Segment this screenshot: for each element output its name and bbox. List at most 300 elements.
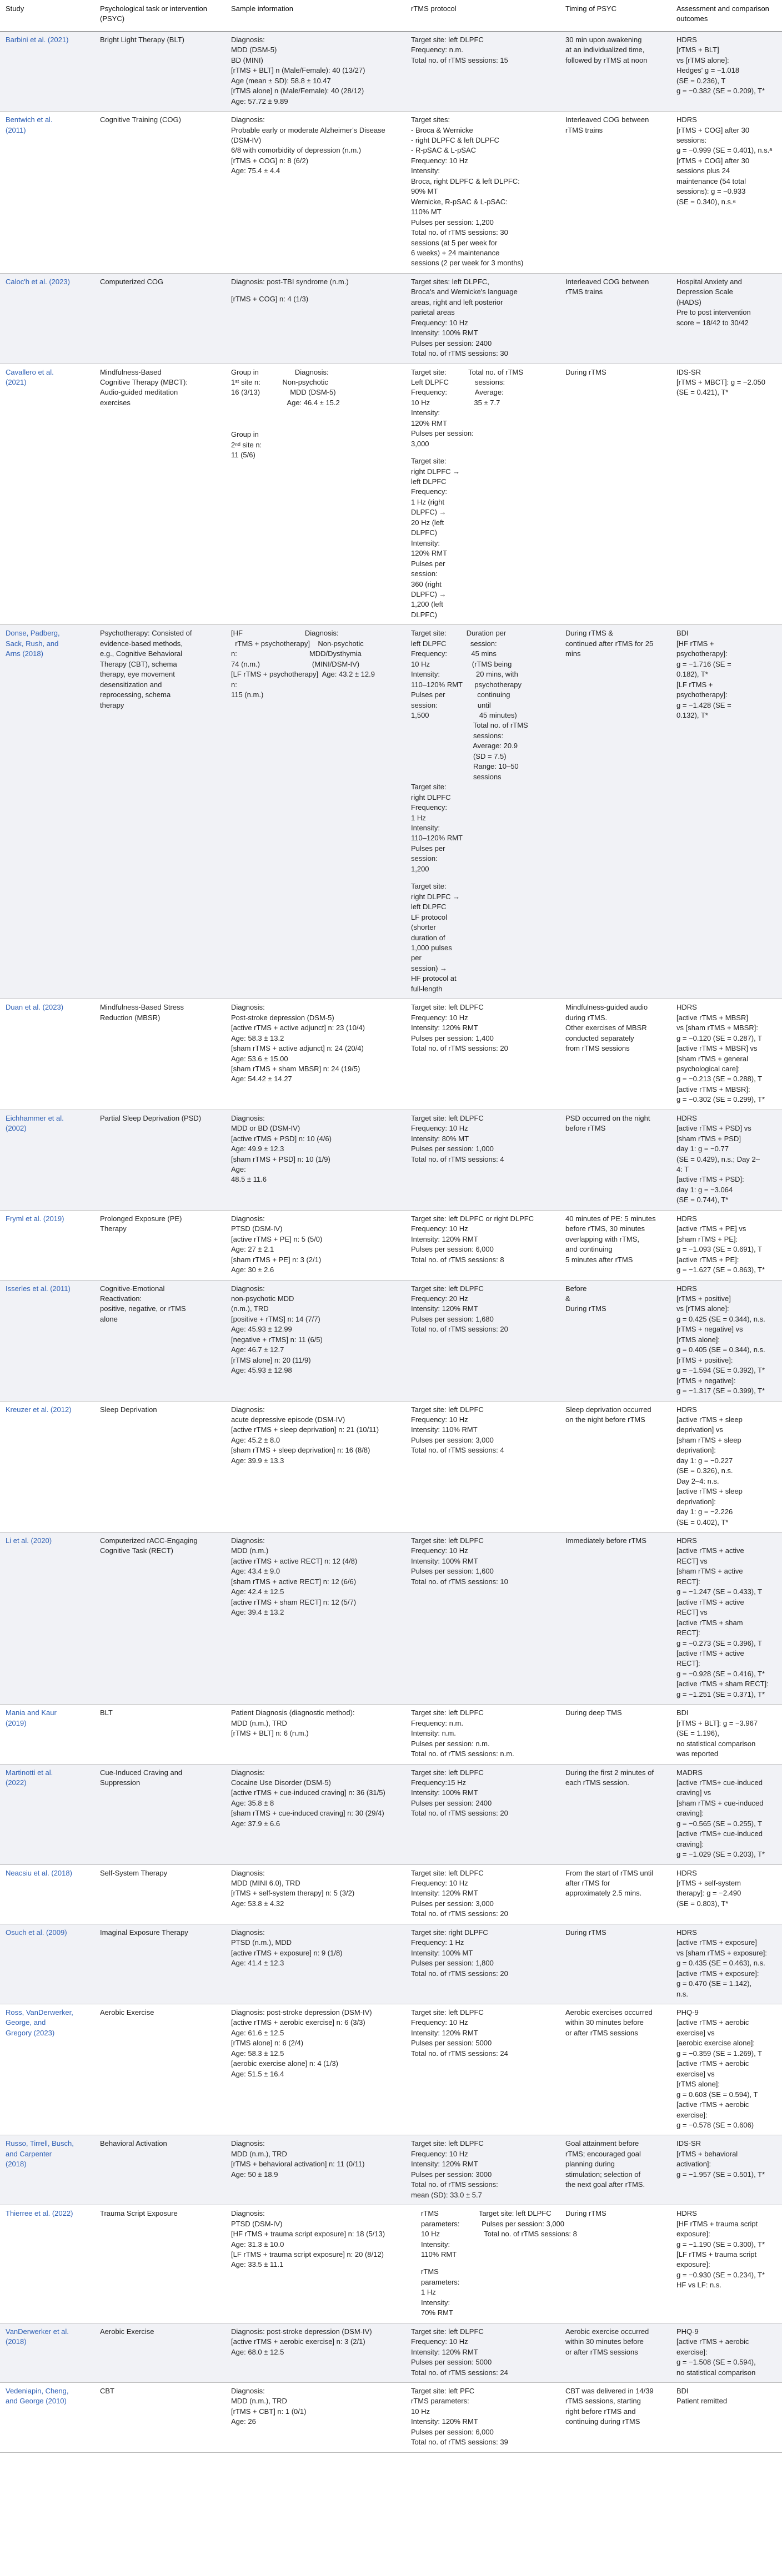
sample-cell [225, 31, 405, 111]
timing-cell [560, 1532, 671, 1704]
cell-line: Target site: left DLPFC [411, 1113, 484, 1122]
cell-line: deprivation]: [676, 1446, 716, 1455]
cell-line: 110–120% RMT psychotherapy [411, 680, 522, 689]
cell-line: g = −0.302 (SE = 0.299), T* [676, 1095, 765, 1104]
outcome-cell [671, 2382, 782, 2452]
cell-line: Aerobic exercise occurred [565, 2327, 649, 2336]
cell-line: Total no. of rTMS sessions: 4 [411, 1446, 504, 1455]
cell-line: Pre to post intervention [676, 308, 751, 317]
cell-line: [aerobic exercise alone]: [676, 2039, 755, 2048]
cell-line: Pulses per session: 1,800 [411, 1959, 494, 1968]
table-row [0, 1401, 782, 1532]
cell-line: BD (MINI) [231, 56, 263, 64]
cell-line: [sham rTMS + active adjunct] n: 24 (20/4) [231, 1044, 364, 1053]
cell-line: [active rTMS + aerobic [676, 2018, 749, 2027]
cell-line: Thierree et al. (2022) [6, 2209, 73, 2218]
cell-line: Self-System Therapy [100, 1868, 168, 1877]
cell-line: 40 minutes of PE: 5 minutes [565, 1214, 656, 1223]
cell-line: [active rTMS + aerobic [676, 2100, 749, 2109]
cell-line: [rTMS alone] n (Male/Female): 40 (28/12) [231, 87, 364, 95]
cell-line: Age: 42.4 ± 12.5 [231, 1587, 284, 1596]
cell-line: PTSD (DSM-IV) [231, 2219, 283, 2228]
cell-line: BDI [676, 1708, 689, 1717]
cell-line: Intensity: [411, 538, 440, 547]
cell-line: overlapping with rTMS, [565, 1234, 639, 1243]
cell-line: the next goal after rTMS. [565, 2180, 645, 2189]
table-body [0, 31, 782, 2452]
psyc-cell [94, 1864, 225, 1924]
cell-line: (2022) [6, 1778, 27, 1787]
cell-line: [active rTMS + sham RECT] n: 12 (5/7) [231, 1597, 357, 1606]
cell-line: desensitization and [100, 680, 162, 689]
cell-line: mean (SD): 33.0 ± 5.7 [411, 2190, 482, 2199]
cell-line: PTSD (DSM-IV) [231, 1224, 283, 1233]
cell-line: at an individualized time, [565, 46, 645, 54]
rtms-cell [405, 2004, 560, 2135]
cell-line: [rTMS + negative] vs [676, 1325, 743, 1334]
sample-cell [225, 1864, 405, 1924]
cell-line: planning during [565, 2160, 615, 2169]
study-cell [0, 273, 94, 364]
sample-cell [225, 999, 405, 1110]
cell-line: Diagnosis: [231, 1768, 265, 1777]
cell-line: 90% MT [411, 187, 438, 196]
psyc-cell [94, 625, 225, 999]
cell-line: and George (2010) [6, 2397, 67, 2406]
cell-line: - Broca & Wernicke [411, 125, 473, 134]
cell-line: Intensity: 100% RMT [411, 329, 478, 337]
cell-line: [HF Diagnosis: [231, 629, 339, 638]
cell-line: Total no. of rTMS sessions: 20 [411, 1044, 508, 1053]
cell-line: Martinotti et al. [6, 1768, 53, 1777]
cell-line: IDS-SR [676, 367, 701, 376]
cell-line: continued after rTMS for 25 [565, 639, 654, 648]
outcome-cell [671, 2135, 782, 2205]
cell-line: Age: 57.72 ± 9.89 [231, 97, 288, 105]
timing-cell [560, 1764, 671, 1864]
cell-line: stimulation; selection of [565, 2170, 641, 2179]
cell-line: 10 Hz [411, 2407, 430, 2416]
cell-line: Psychotherapy: Consisted of [100, 629, 192, 638]
cell-line: Pulses per session: 3,000 [411, 1435, 494, 1444]
cell-line: therapy, eye movement [100, 670, 175, 679]
rtms-cell [405, 1705, 560, 1764]
cell-line: day 1: g = −2.226 [676, 1508, 733, 1516]
sample-cell [225, 2135, 405, 2205]
cell-line: non-psychotic MDD [231, 1294, 294, 1303]
cell-line: Target site: left DLPFC [411, 2139, 484, 2148]
cell-line: Target site: left DLPFC [411, 1708, 484, 1717]
outcome-cell [671, 1401, 782, 1532]
cell-line: left DLPFC [411, 477, 447, 486]
table-row [0, 2135, 782, 2205]
timing-cell [560, 1401, 671, 1532]
cell-line: [active rTMS + PE]: [676, 1255, 739, 1264]
psyc-cell [94, 2004, 225, 2135]
cell-line: day 1: g = −3.064 [676, 1185, 733, 1194]
cell-line: 1,000 pulses [411, 943, 452, 952]
cell-line: Age: 46.4 ± 15.2 [231, 398, 340, 407]
cell-line: Patient Diagnosis (diagnostic method): [231, 1708, 355, 1717]
cell-line: Frequency:15 Hz [411, 1778, 466, 1787]
cell-line: Computerized COG [100, 277, 164, 286]
cell-line: (SD = 7.5) [411, 752, 507, 760]
cell-line: Diagnosis: post-stroke depression (DSM-IV) [231, 2327, 372, 2336]
cell-line: Age: 68.0 ± 12.5 [231, 2347, 284, 2356]
cell-line: [active rTMS + sham RECT]: [676, 1680, 769, 1688]
table-row [0, 999, 782, 1110]
cell-line: [negative + rTMS] n: 11 (6/5) [231, 1335, 323, 1344]
cell-line: 1 Hz [411, 813, 426, 822]
cell-line: Arns (2018) [6, 649, 43, 658]
cell-line: therapy]: g = −2.490 [676, 1889, 741, 1898]
cell-line: g = −1.508 (SE = 0.594), [676, 2358, 756, 2367]
cell-line: (2018) [6, 2337, 27, 2346]
cell-line: [rTMS + self-system [676, 1879, 741, 1888]
cell-line: Intensity: 20 mins, with [411, 670, 518, 679]
cell-line: g = −1.594 (SE = 0.392), T* [676, 1366, 765, 1375]
cell-line: Therapy (CBT), schema [100, 659, 177, 668]
cell-line: Target site: left DLPFC [411, 2008, 484, 2017]
cell-line: (SE = 0.429), n.s.; Day 2– [676, 1155, 760, 1163]
cell-line: RECT]: [676, 1577, 700, 1586]
cell-line: [rTMS + COG] after 30 [676, 125, 750, 134]
cell-line: Target site: left DLPFC [411, 1003, 484, 1012]
cell-line: Frequency: 10 Hz [411, 1415, 468, 1424]
table-row [0, 112, 782, 274]
psyc-cell [94, 273, 225, 364]
table-row [0, 1764, 782, 1864]
cell-line: From the start of rTMS until [565, 1868, 654, 1877]
cell-line: (HADS) [676, 298, 701, 306]
cell-line: vs [rTMS alone]: [676, 1304, 729, 1313]
rtms-cell [405, 112, 560, 274]
cell-line: [active rTMS + PE] vs [676, 1224, 746, 1233]
cell-line: Target site: left DLPFC [411, 1284, 484, 1293]
cell-line: [active rTMS + sleep deprivation] n: 21 (10/11) [231, 1425, 379, 1434]
cell-line: g = −0.928 (SE = 0.416), T* [676, 1669, 765, 1678]
cell-line: Age: [231, 1165, 246, 1174]
cell-line: Pulses per session: 1,200 [411, 218, 494, 226]
cell-line: on the night before rTMS [565, 1415, 645, 1424]
cell-line: [active rTMS+ cue-induced [676, 1829, 763, 1838]
table-row [0, 1210, 782, 1280]
cell-line: Pulses per session: 5000 [411, 2039, 492, 2048]
cell-line: Audio-guided meditation [100, 388, 178, 397]
cell-line: PTSD (n.m.), MDD [231, 1938, 292, 1947]
cell-line: [rTMS alone] n: 6 (2/4) [231, 2039, 304, 2048]
cell-line: Frequency: n.m. [411, 46, 463, 54]
cell-line: g = 0.435 (SE = 0.463), n.s. [676, 1959, 765, 1968]
cell-line: deprivation] vs [676, 1425, 723, 1434]
cell-line: full-length [411, 984, 443, 993]
study-cell [0, 625, 94, 999]
psyc-cell [94, 1532, 225, 1704]
cell-line: Pulses per session: 3000 [411, 2170, 492, 2179]
cell-line: Trauma Script Exposure [100, 2209, 178, 2218]
cell-line: (2019) [6, 1718, 27, 1727]
cell-line: from rTMS sessions [565, 1044, 630, 1053]
cell-line: Total no. of rTMS sessions: 30 [411, 228, 508, 237]
cell-line: Intensity: 120% RMT [411, 1889, 478, 1898]
cell-line: (DSM-IV) [231, 135, 262, 144]
cell-line: [LF rTMS + trauma script exposure] n: 20 (8/12) [231, 2250, 384, 2259]
cell-line: g = −0.120 (SE = 0.287), T [676, 1034, 763, 1042]
sample-cell [225, 1280, 405, 1401]
cell-line: Diagnosis: [231, 1868, 265, 1877]
cell-line: [rTMS + BLT] n: 6 (n.m.) [231, 1729, 309, 1738]
cell-line: Intensity: [411, 409, 440, 417]
study-cell [0, 31, 94, 111]
cell-line: 2ⁿᵈ site n: [231, 440, 262, 449]
psyc-cell [94, 1110, 225, 1210]
cell-line: [rTMS alone]: [676, 1335, 720, 1344]
cell-line: 30 min upon awakening [565, 35, 642, 44]
cell-line: Diagnosis: [231, 1536, 265, 1545]
cell-line: [active rTMS + PSD] n: 10 (4/6) [231, 1134, 332, 1143]
cell-line: During the first 2 minutes of [565, 1768, 654, 1777]
cell-line: 4: T [676, 1165, 689, 1174]
cell-line: Target sites: [411, 115, 450, 124]
cell-line: Age: 51.5 ± 16.4 [231, 2069, 284, 2078]
table-row [0, 1280, 782, 1401]
cell-line: Post-stroke depression (DSM-5) [231, 1013, 334, 1022]
cell-line: Target site: [411, 457, 447, 466]
cell-line: [active rTMS + MBSR]: [676, 1085, 750, 1093]
cell-line: Group in Diagnosis: [231, 367, 329, 376]
cell-line: g = −0.578 (SE = 0.606) [676, 2121, 754, 2129]
cell-line: Goal attainment before [565, 2139, 639, 2148]
cell-line: Age (mean ± SD): 58.8 ± 10.47 [231, 76, 331, 85]
rtms-cell [405, 273, 560, 364]
cell-line: Intensity: [411, 2240, 450, 2249]
cell-line: g = −1.957 (SE = 0.501), T* [676, 2170, 765, 2179]
table-row [0, 364, 782, 625]
cell-line [231, 422, 400, 430]
psyc-cell [94, 364, 225, 625]
cell-line: Diagnosis: [231, 1214, 265, 1223]
cell-line: Pulses per session: 6,000 [411, 2427, 494, 2436]
table-row [0, 1532, 782, 1704]
rtms-cell [405, 1280, 560, 1401]
table-row [0, 2323, 782, 2382]
cell-line: Age: 27 ± 2.1 [231, 1245, 274, 1254]
study-cell [0, 2382, 94, 2452]
cell-line: Total no. of rTMS sessions: 10 [411, 1577, 508, 1586]
cell-line: Intensity: 100% RMT [411, 1788, 478, 1797]
cell-line: Other exercises of MBSR [565, 1024, 647, 1032]
cell-line: before rTMS [565, 1124, 606, 1133]
cell-line: MADRS [676, 1768, 703, 1777]
cell-line: 11 (5/6) [231, 451, 255, 460]
cell-line: [rTMS + BLT] n (Male/Female): 40 (13/27) [231, 66, 365, 75]
cell-line: Day 2–4: n.s. [676, 1476, 719, 1485]
cell-line: & [565, 1294, 570, 1303]
cell-line: [active rTMS + MBSR] vs [676, 1044, 758, 1053]
cell-line: HDRS [676, 1928, 697, 1937]
cell-line: sessions): g = −0.933 [676, 187, 746, 196]
cell-line: Reactivation: [100, 1294, 142, 1303]
cell-line: Target site: [411, 783, 447, 792]
rtms-cell [405, 2205, 577, 2323]
cell-line: Pulses per session: 1,000 [411, 1145, 494, 1153]
cell-line: left DLPFC session: [411, 639, 497, 648]
cell-line: [sham rTMS + active RECT] n: 12 (6/6) [231, 1577, 357, 1586]
cell-line: sessions (2 per week for 3 months) [411, 259, 524, 268]
cell-line: HDRS [676, 115, 697, 124]
cell-line: Intensity: 110% RMT [411, 1425, 478, 1434]
cell-line: Frequency: 20 Hz [411, 1294, 468, 1303]
cell-line: 1,200 (left [411, 600, 443, 609]
cell-line: and continuing [565, 1245, 613, 1254]
study-cell [0, 1532, 94, 1704]
cell-line [231, 408, 400, 415]
cell-line: [active rTMS + active [676, 1649, 744, 1657]
cell-line: was reported [676, 1750, 719, 1758]
cell-line: g = −0.930 (SE = 0.234), T* [676, 2270, 765, 2279]
cell-line: [rTMS + behavioral [676, 2149, 738, 2158]
cell-line: RECT] vs [676, 1608, 708, 1617]
cell-line: Computerized rACC-Engaging [100, 1536, 198, 1545]
outcome-cell [671, 1110, 782, 1210]
cell-line: Patient remitted [676, 2397, 728, 2406]
cell-line: Pulses per session: 2400 [411, 1798, 492, 1807]
outcome-cell [671, 2004, 782, 2135]
cell-line: Diagnosis: [231, 2386, 265, 2395]
table-row [0, 1924, 782, 2004]
cell-line: [active rTMS + exposure] [676, 1938, 757, 1947]
cell-line: Age: 45.93 ± 12.98 [231, 1366, 292, 1375]
outcome-cell [671, 1924, 782, 2004]
cell-line: right DLPFC → [411, 467, 460, 476]
cell-line: [aerobic exercise alone] n: 4 (1/3) [231, 2059, 338, 2068]
cell-line: Age: 41.4 ± 12.3 [231, 1959, 284, 1968]
cell-line: HDRS [676, 1003, 697, 1012]
cell-line: [LF rTMS + psychotherapy] Age: 43.2 ± 12.9 [231, 670, 375, 679]
cell-line: Ross, VanDerwerker, [6, 2008, 73, 2017]
cell-line: PSD occurred on the night [565, 1113, 650, 1122]
cell-line: [active rTMS + sleep [676, 1487, 743, 1496]
cell-line: exercises [100, 398, 131, 407]
cell-line: exposure]: [676, 2260, 710, 2269]
cell-line: Target site: left DLPFC [411, 1536, 484, 1545]
cell-line: followed by rTMS at noon [565, 56, 648, 64]
cell-line: HDRS [676, 1536, 697, 1545]
cell-line: During rTMS & [565, 629, 613, 638]
cell-line: exposure]: [676, 2230, 710, 2239]
cell-line: Diagnosis: [231, 1113, 265, 1122]
cell-line: Vedeniapin, Cheng, [6, 2386, 69, 2395]
cell-line: - right DLPFC & left DLPFC [411, 135, 499, 144]
cell-line: [sham rTMS + sham MBSR] n: 24 (19/5) [231, 1064, 360, 1073]
cell-line: HDRS [676, 2209, 697, 2218]
sample-cell [225, 1210, 405, 1280]
cell-line: Intensity: 120% RMT [411, 2028, 478, 2037]
sample-cell [225, 273, 405, 364]
cell-line: Range: 10–50 [411, 762, 519, 771]
cell-line: Age: 50 ± 18.9 [231, 2170, 278, 2179]
cell-line: before rTMS, 30 minutes [565, 1224, 645, 1233]
study-cell [0, 999, 94, 1110]
cell-line: Frequency: 45 mins [411, 649, 497, 658]
cell-line: Sleep deprivation occurred [565, 1405, 651, 1414]
cell-line: 16 (3/13) MDD (DSM-5) [231, 388, 336, 397]
sample-cell [225, 625, 405, 999]
cell-line: Barbini et al. (2021) [6, 35, 69, 44]
cell-line: Diagnosis: [231, 1284, 265, 1293]
cell-line: Frequency: 10 Hz [411, 1224, 468, 1233]
psyc-cell [94, 31, 225, 111]
cell-line: Age: 53.8 ± 4.32 [231, 1899, 284, 1908]
timing-cell [560, 1110, 671, 1210]
cell-line: g = −0.999 (SE = 0.401), n.s.ᵃ [676, 146, 773, 155]
cell-line: vs [sham rTMS + MBSR]: [676, 1024, 758, 1032]
rtms-cell [405, 999, 560, 1110]
cell-line: sessions (at 5 per week for [411, 238, 498, 247]
cell-line: craving]: [676, 1839, 704, 1848]
cell-line: 10 Hz Total no. of rTMS sessions: 8 [411, 2230, 577, 2239]
cell-line: Intensity: 120% RMT [411, 2160, 478, 2169]
cell-line: score = 18/42 to 30/42 [676, 318, 749, 327]
cell-line: Aerobic Exercise [100, 2008, 154, 2017]
outcome-cell [671, 31, 782, 111]
table-row [0, 2205, 782, 2323]
header-rtms: rTMS protocol [405, 0, 560, 31]
cell-line: [rTMS + positive] [676, 1294, 731, 1303]
sample-cell [225, 2382, 405, 2452]
cell-line: Frequency: 10 Hz [411, 1546, 468, 1555]
study-cell [0, 1705, 94, 1764]
cell-line: Frequency: 10 Hz [411, 1879, 468, 1888]
cell-line: Frequency: [411, 803, 448, 812]
cell-line: no statistical comparison [676, 1739, 756, 1748]
cell-line: [rTMS + behavioral activation] n: 11 (0/11) [231, 2160, 365, 2169]
cell-line: Total no. of rTMS [411, 721, 528, 730]
cell-line: (2002) [6, 1124, 27, 1133]
cell-line: Duan et al. (2023) [6, 1003, 64, 1012]
cell-line: within 30 minutes before [565, 2337, 644, 2346]
cell-line: activation]: [676, 2160, 711, 2169]
table-row [0, 625, 782, 999]
psyc-cell [94, 1401, 225, 1532]
cell-line: 6 weeks) + 24 maintenance [411, 248, 500, 257]
cell-line: [rTMS + BLT] [676, 46, 719, 54]
sample-cell [225, 2004, 405, 2135]
timing-cell [560, 1210, 671, 1280]
cell-line: [active rTMS + active RECT] n: 12 (4/8) [231, 1556, 358, 1565]
cell-line: Frequency: [411, 487, 448, 496]
cell-line: Target site: [411, 882, 447, 891]
cell-line: Neacsiu et al. (2018) [6, 1868, 72, 1877]
cell-line: [rTMS + self-system therapy] n: 5 (3/2) [231, 1889, 355, 1898]
cell-line: During rTMS [565, 367, 606, 376]
cell-line: 5 minutes after rTMS [565, 1255, 633, 1264]
cell-line: [active rTMS + aerobic [676, 2337, 749, 2346]
cell-line: 120% RMT [411, 549, 448, 558]
cell-line: HDRS [676, 1405, 697, 1414]
cell-line: [positive + rTMS] n: 14 (7/7) [231, 1314, 320, 1323]
cell-line: Frequency: 10 Hz [411, 2018, 468, 2027]
cell-line: exercise]: [676, 2347, 708, 2356]
cell-line: (SE = 1.196), [676, 1729, 719, 1738]
sample-cell [225, 1924, 405, 2004]
table-row [0, 2382, 782, 2452]
cell-line: craving]: [676, 1809, 704, 1818]
outcome-cell [671, 1210, 782, 1280]
cell-line: Age: 45.93 ± 12.99 [231, 1325, 292, 1334]
study-cell [0, 2323, 94, 2382]
cell-line [231, 415, 400, 422]
